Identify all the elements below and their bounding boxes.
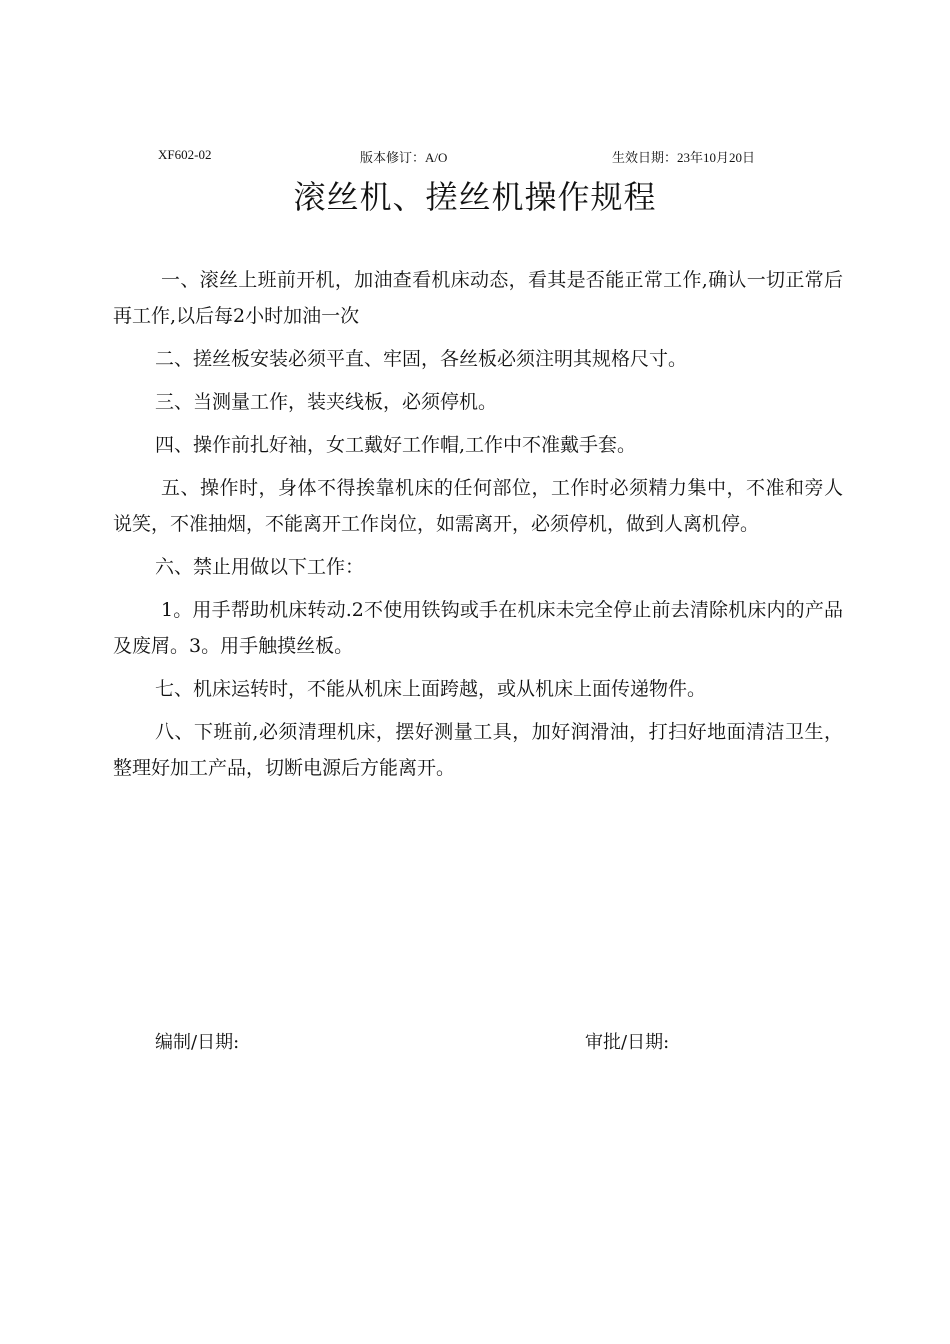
rule-paragraph: 六、禁止用做以下工作：: [155, 556, 365, 578]
rule-paragraph: 五、操作时，身体不得挨靠机床的任何部位，工作时必须精力集中，不准和旁人说笑，不准抽烟，不能离开工作岗位，如需离开，必须停机，做到人离机停。: [113, 477, 843, 535]
rule-paragraph: 七、机床运转时，不能从机床上面跨越，或从机床上面传递物件。: [155, 678, 707, 700]
approver-signature-label: 审批/日期:: [585, 1032, 670, 1053]
signature-block: [0, 1028, 950, 1054]
rule-paragraph: 一、滚丝上班前开机，加油查看机床动态，看其是否能正常工作,确认一切正常后再工作,以后每2小时加油一次: [113, 269, 843, 327]
document-header: [0, 147, 950, 167]
document-version: 版本修订：A/O: [360, 150, 448, 165]
effective-date: 生效日期：23年10月20日: [612, 150, 756, 165]
rule-paragraph: 八、下班前,必须清理机床，摆好测量工具，加好润滑油，打扫好地面清洁卫生，整理好加工产品，切断电源后方能离开。: [113, 721, 843, 779]
rule-paragraph: 三、当测量工作，装夹线板，必须停机。: [155, 391, 498, 413]
document-code: XF602-02: [158, 147, 212, 162]
page-title: 滚丝机、搓丝机操作规程: [293, 178, 657, 216]
rule-paragraph: 1。用手帮助机床转动.2不使用铁钩或手在机床未完全停止前去清除机床内的产品及废屑。3。用手触摸丝板。: [113, 599, 843, 657]
author-signature-label: 编制/日期:: [155, 1032, 240, 1053]
rules-list: [113, 262, 843, 793]
rule-paragraph: 四、操作前扎好袖，女工戴好工作帽,工作中不准戴手套。: [155, 434, 637, 456]
rule-paragraph: 二、搓丝板安装必须平直、牢固，各丝板必须注明其规格尺寸。: [155, 348, 688, 370]
